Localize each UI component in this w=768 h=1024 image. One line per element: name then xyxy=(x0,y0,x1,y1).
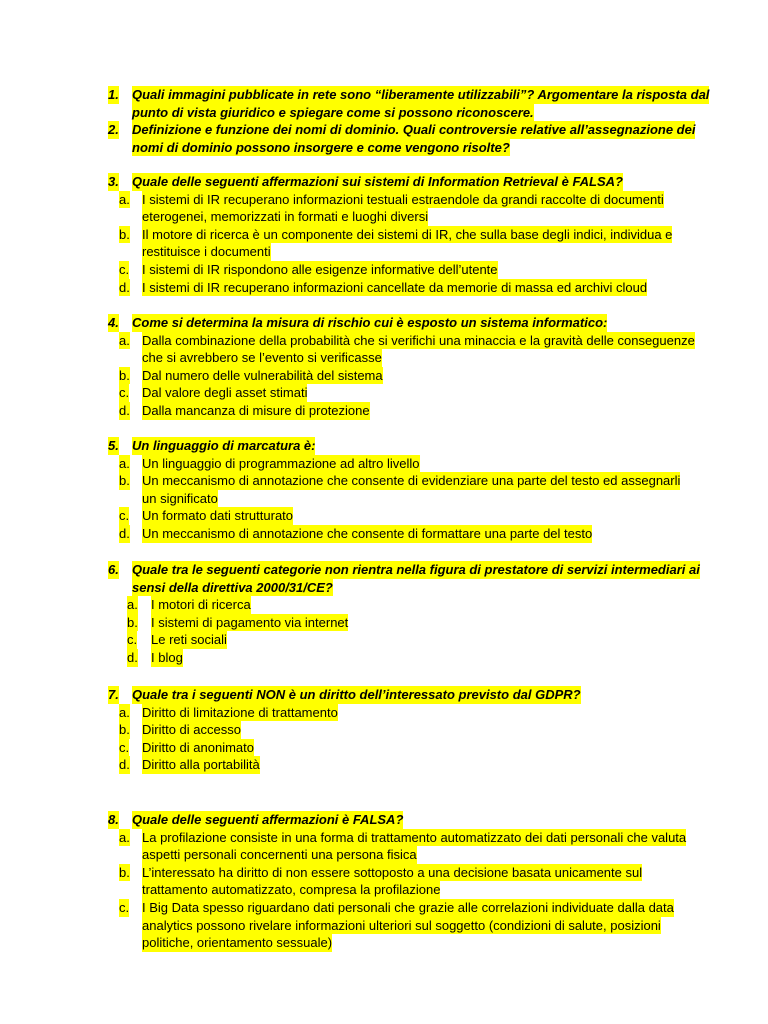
question-text: Quale tra i seguenti NON è un diritto dell’interessato previsto dal GDPR? xyxy=(132,687,581,702)
option-letter: a. xyxy=(119,332,130,348)
option-letter: d. xyxy=(119,526,130,541)
question-text: punto di vista giuridico e spiegare come si possono riconoscere. xyxy=(132,104,534,120)
option-text: Dal valore degli asset stimati xyxy=(142,385,308,401)
option-text: Un linguaggio di programmazione ad altro livello xyxy=(142,455,420,471)
option-letter: c. xyxy=(119,739,130,755)
option-letter: a. xyxy=(119,455,130,471)
question-number: 2. xyxy=(108,122,119,137)
option-text: Dalla mancanza di misure di protezione xyxy=(142,403,370,418)
option-text: I blog xyxy=(151,650,183,665)
question-text: Un linguaggio di marcatura è: xyxy=(132,438,316,453)
question-number: 7. xyxy=(108,687,119,702)
question-number: 8. xyxy=(108,812,119,827)
option-letter: b. xyxy=(119,473,130,489)
option-text: I sistemi di IR recuperano informazioni testuali estraendole da grandi raccolte di documenti xyxy=(142,191,664,207)
question-number: 4. xyxy=(108,315,119,330)
question-text: sensi della direttiva 2000/31/CE? xyxy=(132,579,333,595)
option-letter: b. xyxy=(119,722,130,738)
option-text: I sistemi di IR recuperano informazioni cancellate da memorie di massa ed archivi cloud xyxy=(142,279,648,295)
option-letter: b. xyxy=(119,367,130,383)
option-letter: a. xyxy=(119,829,130,845)
question-text: Quale delle seguenti affermazioni sui sistemi di Information Retrieval è FALSA? xyxy=(132,174,623,189)
question-number: 5. xyxy=(108,438,119,453)
option-text: Le reti sociali xyxy=(151,632,227,648)
option-text: Il motore di ricerca è un componente dei sistemi di IR, che sulla base degli indici, individua e xyxy=(142,226,673,242)
option-text: Diritto di accesso xyxy=(142,722,241,738)
option-letter: c. xyxy=(119,262,130,277)
question-text: Come si determina la misura di rischio cui è esposto un sistema informatico: xyxy=(132,315,608,330)
option-letter: c. xyxy=(119,385,130,401)
option-letter: b. xyxy=(119,864,130,880)
option-text: che si avrebbero se l’evento si verificasse xyxy=(142,350,382,366)
option-letter: b. xyxy=(127,614,138,630)
option-text: L’interessato ha diritto di non essere sottoposto a una decisione basata unicamente sul xyxy=(142,864,643,880)
question-text: Definizione e funzione dei nomi di dominio. Quali controversie relative all’assegnazione dei xyxy=(132,122,696,137)
option-text: I Big Data spesso riguardano dati personali che grazie alle correlazioni individuate dalla data xyxy=(142,900,674,915)
option-text: un significato xyxy=(142,490,218,506)
option-letter: c. xyxy=(127,632,138,648)
question-number: 3. xyxy=(108,174,119,189)
option-letter: d. xyxy=(127,650,138,665)
option-letter: b. xyxy=(119,226,130,242)
option-text: Diritto alla portabilità xyxy=(142,757,260,773)
option-text: Diritto di limitazione di trattamento xyxy=(142,704,338,720)
option-text: trattamento automatizzato, compresa la profilazione xyxy=(142,882,441,898)
question-text: Quale tra le seguenti categorie non rientra nella figura di prestatore di servizi intermediari ai xyxy=(132,562,700,577)
option-letter: a. xyxy=(119,704,130,720)
option-text: politiche, orientamento sessuale) xyxy=(142,935,333,951)
option-text: Un formato dati strutturato xyxy=(142,508,294,524)
question-number: 1. xyxy=(108,87,119,102)
option-text: La profilazione consiste in una forma di trattamento automatizzato dei dati personali che valuta xyxy=(142,829,687,845)
question-number: 6. xyxy=(108,562,119,577)
option-text: I sistemi di pagamento via internet xyxy=(151,614,349,630)
option-letter: d. xyxy=(119,403,130,418)
option-text: restituisce i documenti xyxy=(142,244,271,260)
question-text: nomi di dominio possono insorgere e come vengono risolte? xyxy=(132,139,510,155)
option-letter: c. xyxy=(119,508,130,524)
option-text: aspetti personali concernenti una persona fisica xyxy=(142,847,417,863)
option-letter: a. xyxy=(127,597,138,613)
option-letter: a. xyxy=(119,191,130,207)
option-text: Un meccanismo di annotazione che consente di evidenziare una parte del testo ed assegnarli xyxy=(142,473,681,489)
option-text: eterogenei, memorizzati in formati e luoghi diversi xyxy=(142,209,429,225)
option-letter: d. xyxy=(119,757,130,773)
option-text: Dalla combinazione della probabilità che si verifichi una minaccia e la gravità delle conseguenze xyxy=(142,332,695,348)
option-text: analytics possono rivelare informazioni ulteriori sul soggetto (condizioni di salute, posizioni xyxy=(142,917,661,933)
option-text: I motori di ricerca xyxy=(151,597,251,613)
question-text: Quale delle seguenti affermazioni è FALSA? xyxy=(132,812,404,827)
question-text: Quali immagini pubblicate in rete sono “liberamente utilizzabili”? Argomentare la risposta dal xyxy=(132,87,710,102)
option-text: Diritto di anonimato xyxy=(142,739,254,755)
option-text: I sistemi di IR rispondono alle esigenze informative dell’utente xyxy=(142,262,498,277)
option-letter: d. xyxy=(119,279,130,295)
option-text: Un meccanismo di annotazione che consente di formattare una parte del testo xyxy=(142,526,593,541)
option-letter: c. xyxy=(119,900,130,915)
option-text: Dal numero delle vulnerabilità del sistema xyxy=(142,367,383,383)
